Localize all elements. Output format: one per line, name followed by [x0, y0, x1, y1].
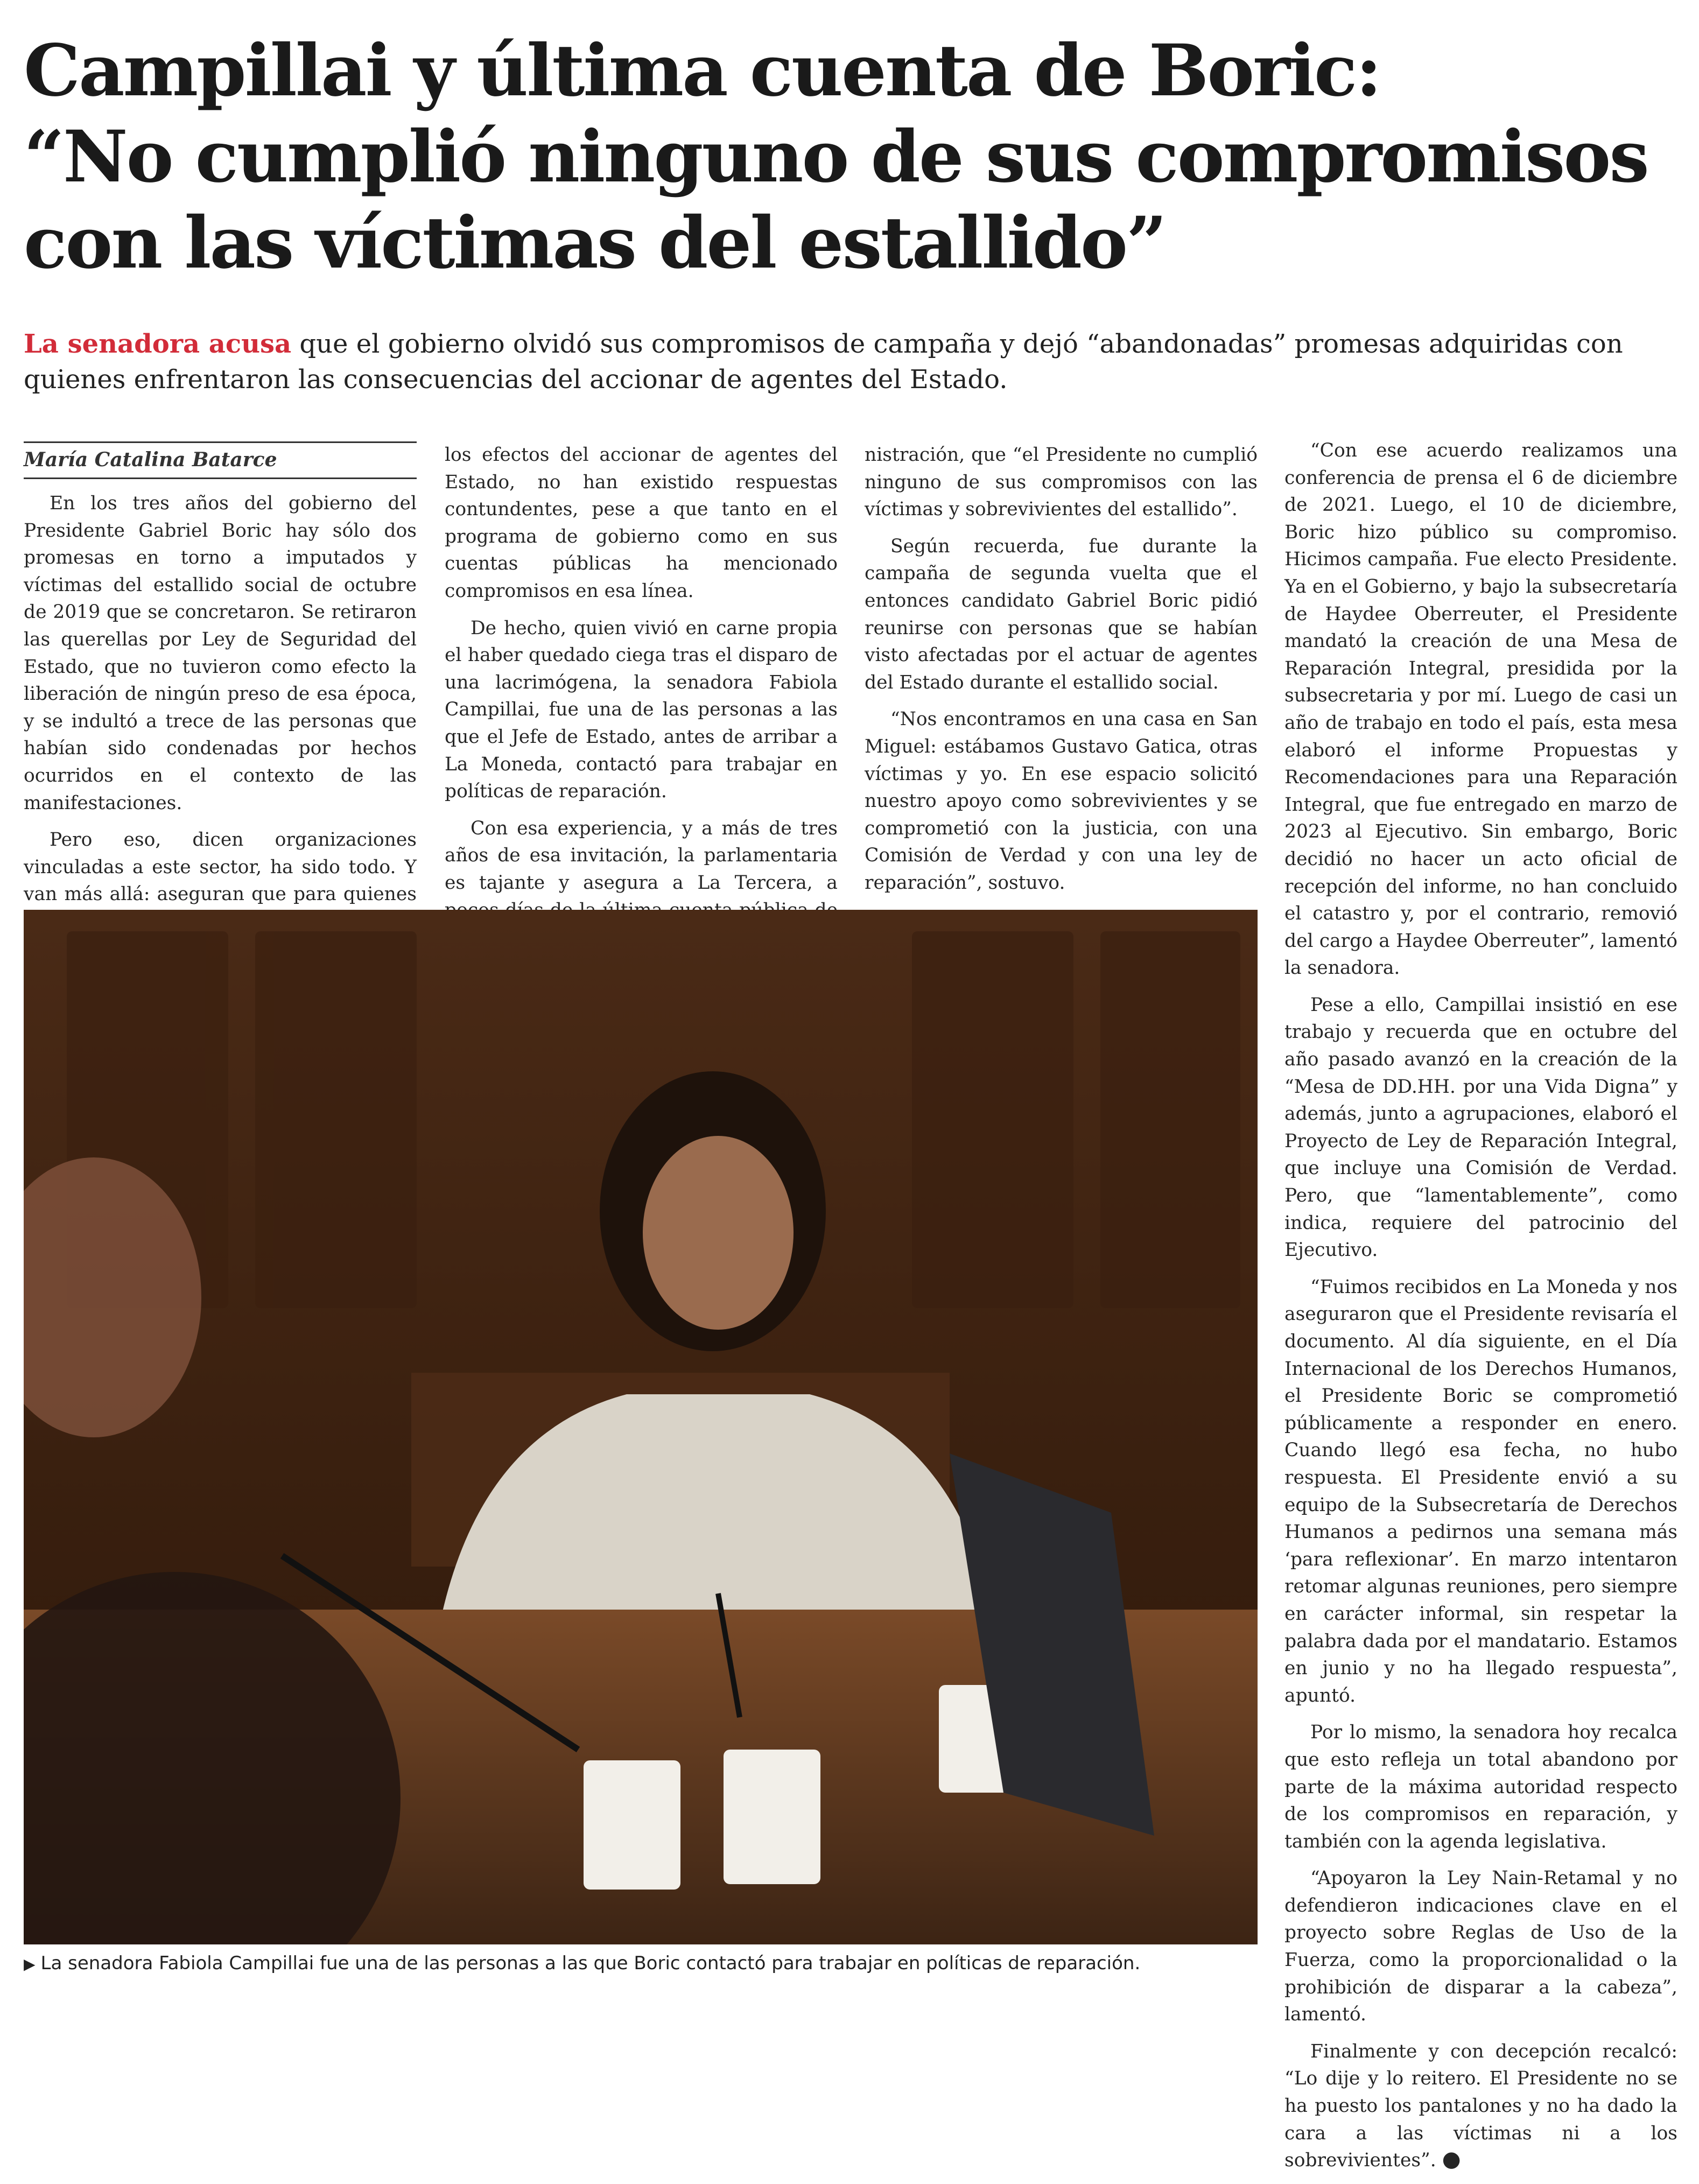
- byline: María Catalina Batarce: [24, 441, 417, 479]
- headline-line-2: “No cumplió ninguno de sus compromisos: [24, 115, 1648, 199]
- article-photo: [24, 910, 1258, 1944]
- paragraph: Pese a ello, Campillai insistió en ese trabajo y recuerda que en octubre del año pasado avanzó en la creación de la “Mesa de DD.HH. por una Vida Digna” y además, junto a agrupaciones, elaboró el Proyecto de Ley de Reparación Integral, que incluye una Comisión de Verdad. Pero, que “lamentablemente”, como indica, requiere del patrocinio del Ejecutivo.: [1284, 994, 1677, 1261]
- photo-illustration: [24, 910, 1258, 1944]
- paragraph: nistración, que “el Presidente no cumplió ninguno de sus compromisos con las víctimas y sobrevivientes del estallido”.: [865, 444, 1258, 521]
- paragraph: Con esa experiencia, y a más de tres años de esa invitación, la parlamentaria es tajante y asegura a La Tercera, a: [445, 817, 838, 894]
- headline-line-1: Campillai y última cuenta de Boric:: [24, 29, 1381, 113]
- article-column-1: [24, 441, 417, 945]
- headline: [24, 28, 1682, 286]
- paragraph: [1284, 2038, 1677, 2174]
- article-column-4: [1284, 437, 1677, 2184]
- paragraph: “Apoyaron la Ley Nain-Retamal y no defendieron indicaciones clave en el proyecto sobre Reglas de Uso de la Fuerza, como la proporcionalidad o la prohibición de disparar a la cabeza”, lamentó.: [1284, 1867, 1677, 2026]
- lede-kicker: La senadora acusa: [24, 329, 292, 359]
- headline-line-3: con las víctimas del estallido”: [24, 201, 1166, 285]
- paragraph: “Fuimos recibidos en La Moneda y nos aseguraron que el Presidente revisaría el documento. Al día siguiente, en el Día Internacional de los Derechos Humanos, el Presidente Boric se comprometió públicamente a responder en enero. Cuando llegó esa fecha, no hubo respuesta. El Presidente envió a su equipo de la Subsecretaría de Derechos Humanos a pedirnos una semana más ‘para reflexionar’. En marzo intentaron retomar algunas reuniones, pero siempre en carácter informal, sin respetar la palabra dada por el mandatario. Estamos en junio y no ha llegado respuesta”, apuntó.: [1284, 1276, 1677, 1707]
- photo-caption: [24, 1951, 1262, 1977]
- paragraph: Pero eso, dicen organizaciones vinculadas a este sector, ha sido todo. Y van más allá: aseguran que para quienes: [24, 829, 417, 905]
- article-column-3: [865, 441, 1258, 907]
- caption-text: La senadora Fabiola Campillai fue una de las personas a las que Boric contactó para trabajar en políticas de reparación.: [40, 1953, 1141, 1974]
- article-column-2: [445, 441, 838, 961]
- paragraph-text: Finalmente y con decepción recalcó: “Lo dije y lo reitero. El Presidente no se ha puesto los pantalones y no ha dado la cara a las víctimas ni a los sobrevivientes”.: [1284, 2040, 1677, 2172]
- paragraph: “Con ese acuerdo realizamos una conferencia de prensa el 6 de diciembre de 2021. Luego, el 10 de diciembre, Boric hizo público su compromiso. Hicimos campaña. Fue electo Presidente. Ya en el Gobierno, y bajo la subsecretaría de Haydee Oberreuter, el Presidente mandató la creación de una Mesa de Reparación Integral, presidida por la subsecretaria y por mí. Luego de casi un año de trabajo en todo el país, esta mesa elaboró el informe Propuestas y Recomendaciones para una Reparación Integral, que fue entregado en marzo de 2023 al Ejecutivo. Sin embargo, Boric decidió no hacer un acto oficial de recepción del informe, no han concluido el catastro y, por el contrario, removió del cargo a Haydee Oberreuter”, lamentó la senadora.: [1284, 440, 1677, 979]
- end-of-article-mark: ●: [1442, 2147, 1461, 2172]
- lede: [24, 326, 1676, 397]
- paragraph: los efectos del accionar de agentes del Estado, no han existido respuestas contundentes, pese a que tanto en el programa de gobierno como en sus cuentas públicas ha mencionado compromisos en esa línea.: [445, 444, 838, 602]
- paragraph: De hecho, quien vivió en carne propia el haber quedado ciega tras el disparo de una lacrimógena, la senadora Fabiola Campillai, fue una de las personas a las que el Jefe de Estado, antes de arribar a La Moneda, contactó para trabajar en políticas de reparación.: [445, 617, 838, 803]
- caption-arrow-icon: ▶: [24, 1955, 36, 1973]
- paragraph: Según recuerda, fue durante la campaña de segunda vuelta que el entonces candidato Gabriel Boric pidió reunirse con personas que se habían visto afectadas por el actuar de agentes del Estado durante el estallido social.: [865, 535, 1258, 693]
- paragraph: “Nos encontramos en una casa en San Miguel: estábamos Gustavo Gatica, otras víctimas y yo. En ese espacio solicitó nuestro apoyo como sobrevivientes y se comprometió con la justicia, con una Comisión de Verdad y con una ley de reparación”, sostuvo.: [865, 708, 1258, 894]
- lede-text: que el gobierno olvidó sus compromisos de campaña y dejó “abandonadas” promesas adquiridas con quienes enfrentaron las consecuencias del accionar de agentes del Estado.: [24, 329, 1623, 395]
- paragraph: En los tres años del gobierno del Presidente Gabriel Boric hay sólo dos promesas en torno a imputados y víctimas del estallido social de octubre de 2019 que se concretaron. Se retiraron las querellas por Ley de Seguridad del Estado, que no tuvieron como efecto la liberación de ningún preso de esa época, y se indultó a trece de las personas que habían sido condenadas por hechos ocurridos en el contexto de las manifestaciones.: [24, 493, 417, 814]
- paragraph: Por lo mismo, la senadora hoy recalca que esto refleja un total abandono por parte de la máxima autoridad respecto de los compromisos en reparación, y también con la agenda legislativa.: [1284, 1722, 1677, 1852]
